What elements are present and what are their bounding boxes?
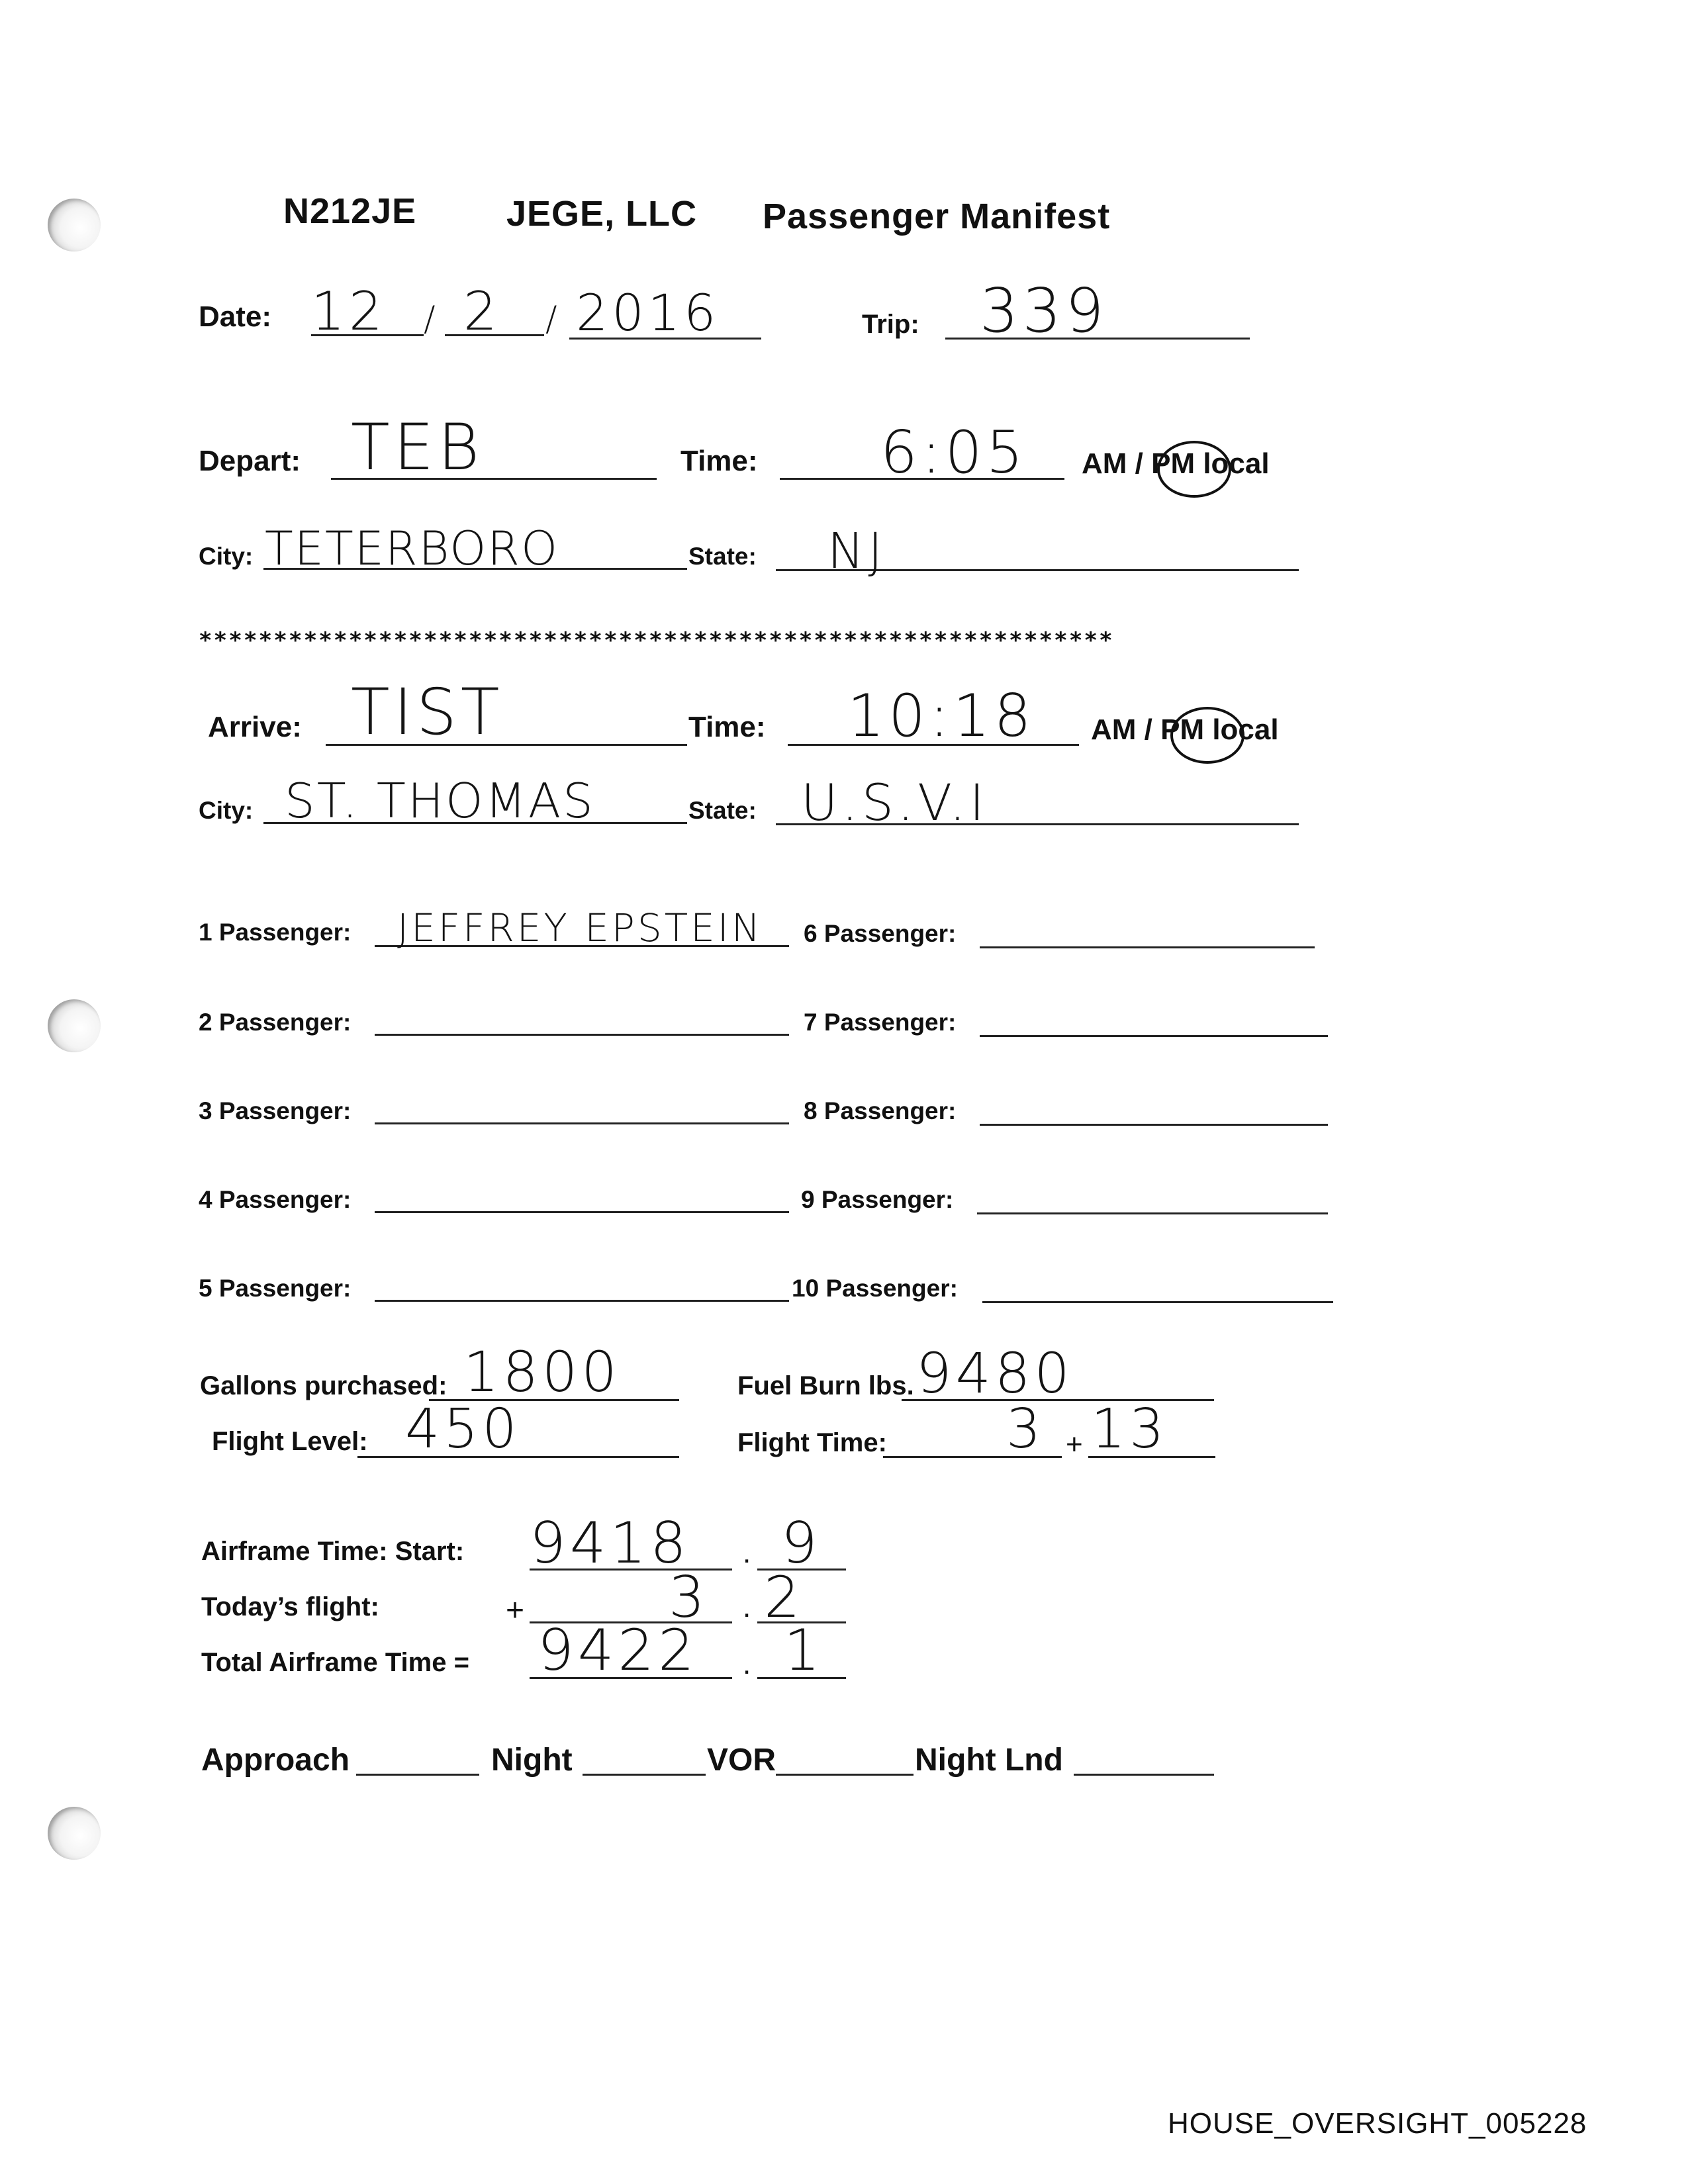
date-sep: /	[424, 299, 440, 339]
depart-city-label: City:	[199, 543, 254, 570]
flight-time-hours-value: 3	[1006, 1398, 1045, 1461]
todays-flight-plus: +	[506, 1593, 525, 1628]
fuel-burn-value: 9480	[916, 1341, 1074, 1406]
airframe-start-tenth-value: 9	[781, 1510, 821, 1576]
todays-flight-whole-value: 3	[669, 1565, 709, 1631]
passenger-7-line[interactable]	[980, 1035, 1328, 1037]
passenger-7-label: 7 Passenger:	[804, 1009, 957, 1036]
passenger-9-label: 9 Passenger:	[801, 1186, 954, 1213]
depart-city-value: TETERBORO	[265, 522, 559, 576]
night-line[interactable]	[583, 1774, 706, 1776]
passenger-6-line[interactable]	[980, 946, 1315, 948]
flight-level-value: 450	[405, 1398, 521, 1461]
company-name: JEGE, LLC	[506, 194, 698, 234]
section-separator: *************************************************************	[199, 627, 1114, 654]
punch-hole	[48, 199, 101, 251]
bates-number: HOUSE_OVERSIGHT_005228	[1168, 2107, 1587, 2140]
fuel-burn-label: Fuel Burn lbs.	[737, 1371, 914, 1400]
night-lnd-line[interactable]	[1074, 1774, 1214, 1776]
depart-pm-selected-circle[interactable]	[1157, 441, 1231, 498]
vor-label: VOR	[707, 1743, 776, 1778]
depart-ampm-local: AM / PM local	[1082, 447, 1270, 480]
passenger-1-label: 1 Passenger:	[199, 919, 352, 946]
airframe-start-dot: .	[743, 1537, 751, 1569]
flight-time-plus: +	[1066, 1428, 1083, 1461]
total-airframe-dot: .	[743, 1648, 751, 1680]
depart-state-label: State:	[688, 543, 757, 570]
depart-state-value: NJ	[827, 523, 887, 580]
flight-time-minutes-value: 13	[1091, 1398, 1168, 1461]
total-airframe-tenth-value: 1	[784, 1617, 824, 1684]
flight-level-label: Flight Level:	[212, 1427, 368, 1456]
arrive-ampm-local: AM / PM local	[1091, 713, 1279, 746]
airframe-start-whole-value: 9418	[530, 1510, 690, 1576]
depart-time-label: Time:	[680, 445, 758, 477]
passenger-2-label: 2 Passenger:	[199, 1009, 352, 1036]
date-day-value: 2	[463, 281, 501, 342]
depart-code-value: TEB	[351, 410, 484, 484]
night-label: Night	[491, 1743, 573, 1778]
passenger-6-label: 6 Passenger:	[804, 920, 957, 947]
gallons-purchased-value: 1800	[463, 1340, 621, 1404]
tail-number: N212JE	[283, 191, 417, 231]
todays-flight-tenth-value: 2	[764, 1565, 804, 1631]
approach-line[interactable]	[356, 1774, 479, 1776]
gallons-purchased-label: Gallons purchased:	[200, 1371, 447, 1400]
passenger-1-name: JEFFREY EPSTEIN	[397, 905, 763, 950]
depart-label: Depart:	[199, 445, 301, 477]
date-label: Date:	[199, 300, 272, 333]
arrive-time-label: Time:	[688, 711, 766, 743]
arrive-state-value: U.S.V.I	[801, 773, 988, 832]
passenger-5-label: 5 Passenger:	[199, 1275, 352, 1302]
date-month-value: 12	[311, 281, 387, 342]
passenger-4-line[interactable]	[375, 1211, 789, 1213]
arrive-city-value: ST. THOMAS	[285, 773, 595, 829]
flight-time-label: Flight Time:	[737, 1428, 887, 1457]
total-airframe-whole-value: 9422	[538, 1617, 698, 1684]
passenger-3-line[interactable]	[375, 1122, 789, 1124]
arrive-code-value: TIST	[351, 675, 504, 749]
date-sep: /	[545, 299, 561, 339]
approach-label: Approach	[201, 1743, 350, 1778]
arrive-time-value: 10:18	[847, 682, 1035, 750]
punch-hole	[48, 999, 101, 1052]
arrive-state-label: State:	[688, 797, 757, 824]
passenger-3-label: 3 Passenger:	[199, 1097, 352, 1124]
total-airframe-label: Total Airframe Time =	[201, 1648, 469, 1677]
trip-label: Trip:	[862, 310, 919, 339]
night-lnd-label: Night Lnd	[915, 1743, 1063, 1778]
arrive-label: Arrive:	[208, 711, 302, 743]
vor-line[interactable]	[776, 1774, 914, 1776]
depart-time-value: 6:05	[880, 418, 1027, 486]
passenger-5-line[interactable]	[375, 1300, 789, 1302]
form-title: Passenger Manifest	[763, 197, 1111, 236]
passenger-8-label: 8 Passenger:	[804, 1097, 957, 1124]
passenger-4-label: 4 Passenger:	[199, 1186, 352, 1213]
passenger-10-label: 10 Passenger:	[792, 1275, 958, 1302]
punch-hole	[48, 1807, 101, 1860]
airframe-start-label: Airframe Time: Start:	[201, 1537, 465, 1566]
arrive-pm-selected-circle[interactable]	[1170, 707, 1244, 764]
passenger-9-line[interactable]	[977, 1212, 1328, 1214]
todays-flight-dot: .	[743, 1591, 751, 1623]
arrive-city-label: City:	[199, 797, 254, 824]
passenger-2-line[interactable]	[375, 1034, 789, 1036]
trip-value: 339	[980, 275, 1108, 346]
todays-flight-label: Today’s flight:	[201, 1592, 379, 1621]
date-year-value: 2016	[576, 283, 720, 342]
passenger-8-line[interactable]	[980, 1124, 1328, 1126]
passenger-10-line[interactable]	[982, 1301, 1333, 1303]
